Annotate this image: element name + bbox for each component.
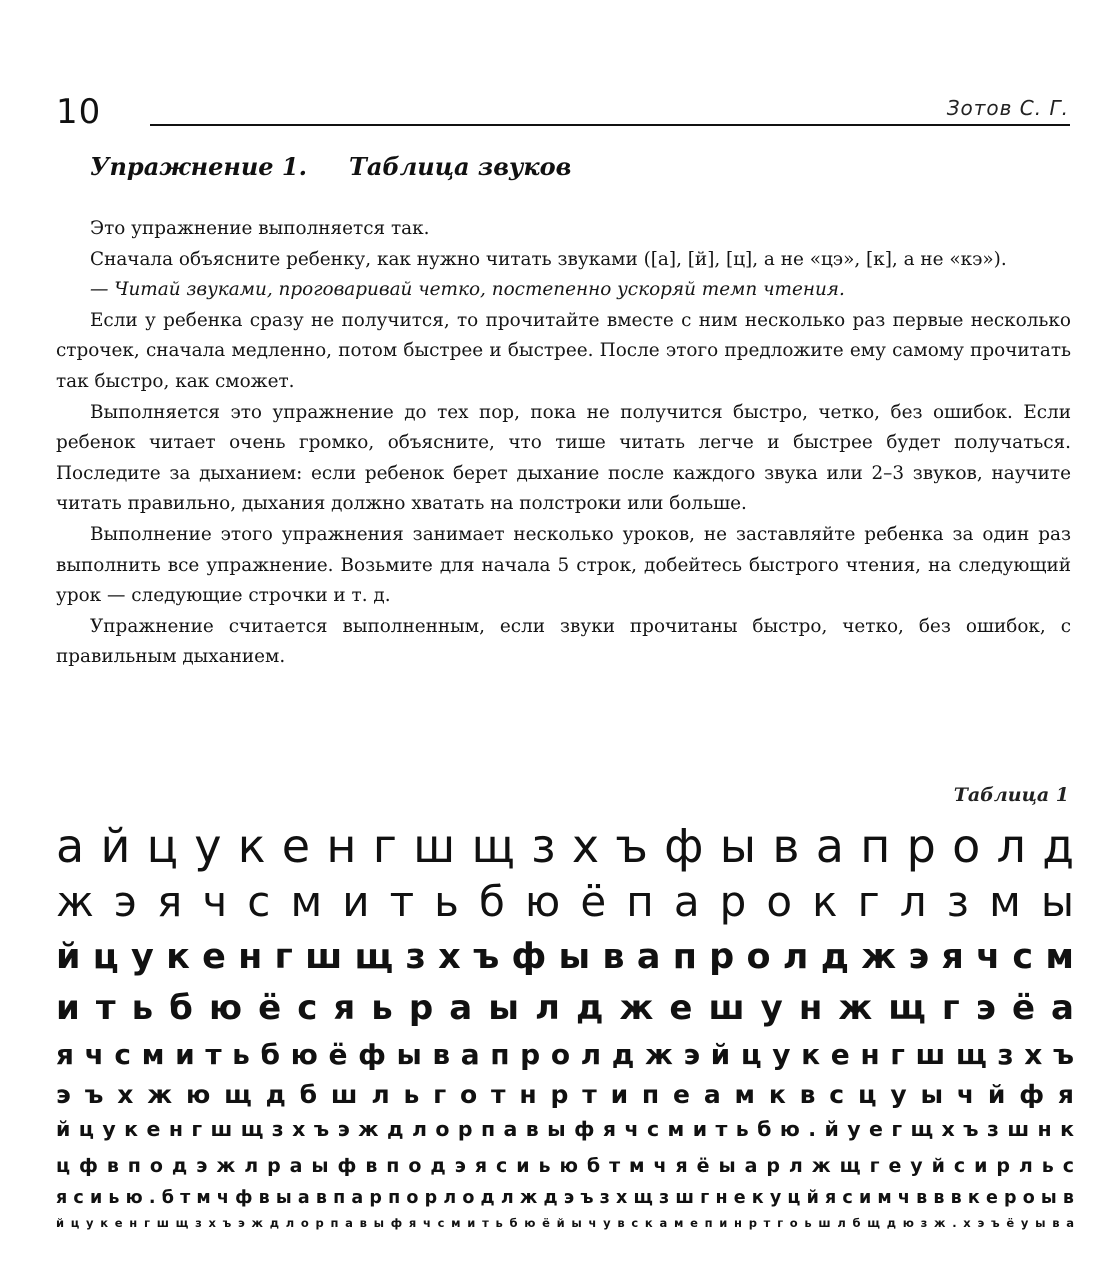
page-number: 10 <box>56 92 102 132</box>
exercise-label: Упражнение 1. <box>90 152 307 181</box>
paragraph-intro: Это упражнение выполняется так. <box>90 218 430 239</box>
sound-row-8: ц ф в п о д э ж л р а ы ф в п о д э я с и ь ю б т м ч я ё ы а р л ж щ г е у й с и р л ь с <box>56 1155 1074 1177</box>
running-header-author: Зотов С. Г. <box>946 96 1069 120</box>
paragraph-read-together: Если у ребенка сразу не получится, то прочитайте вместе с ним несколько раз первые несколько строчек, сначала медленно, потом быстрее и быстрее. После этого предложите ему самому прочитать так быстро, как сможет. <box>56 309 1071 392</box>
sound-row-6: э ъ х ж ю щ д б ш л ь г о т н р т и п е а м к в с ц у ы ч й ф я <box>56 1080 1074 1109</box>
sound-row-5: я ч с м и т ь б ю ё ф ы в а п р о л д ж э й ц у к е н г ш щ з х ъ <box>56 1038 1074 1071</box>
sound-row-10: й ц у к е н г ш щ з х ъ э ж д л о р п а в ы ф я ч с м и т ь б ю ё й ы ч у в с к а м е п и н р т г о ь ш л б щ д ю з ж . х э ъ ё у ы в а <box>56 1216 1074 1230</box>
paragraph-explain-sounds: Сначала объясните ребенку, как нужно читать звуками ([а], [й], [ц], а не «цэ», [к], а не «кэ»). <box>90 248 1007 270</box>
instructions-text <box>56 214 1071 673</box>
sound-row-3: й ц у к е н г ш щ з х ъ ф ы в а п р о л д ж э я ч с м <box>56 937 1074 977</box>
paragraph-instruction-quote: — Читай звуками, проговаривай четко, постепенно ускоряй темп чтения. <box>90 279 845 301</box>
exercise-heading <box>90 152 571 181</box>
sound-row-7: й ц у к е н г ш щ з х ъ э ж д л о р п а в ы ф я ч с м и т ь б ю . й у е г щ х ъ з ш н к <box>56 1117 1074 1141</box>
sound-row-4: и т ь б ю ё с я ь р а ы л д ж е ш у н ж щ г э ё а <box>56 988 1074 1028</box>
sound-row-9: я с и ь ю . б т м ч ф в ы а в п а р п о р л о д л ж д э ъ з х щ з ш г н е к у ц й я с и м ч в в в к е р о ы в <box>56 1188 1074 1208</box>
sound-row-2: ж э я ч с м и т ь б ю ё п а р о к г л з м ы <box>56 877 1074 926</box>
table-label: Таблица 1 <box>953 784 1069 806</box>
paragraph-completion: Упражнение считается выполненным, если звуки прочитаны быстро, четко, без ошибок, с правильным дыханием. <box>56 615 1071 668</box>
exercise-title: Таблица звуков <box>348 152 572 181</box>
paragraph-breathing: Выполняется это упражнение до тех пор, пока не получится быстро, четко, без ошибок. Если ребенок читает очень громко, объясните, что тише читать легче и быстрее будет получаться. Последите за дыханием: если ребенок берет дыхание после каждого звука или 2–3 звуков, научите читать правильно, дыхания должно хватать на полстроки или больше. <box>56 401 1071 515</box>
sound-row-1: а й ц у к е н г ш щ з х ъ ф ы в а п р о л д <box>56 819 1074 873</box>
paragraph-lessons: Выполнение этого упражнения занимает несколько уроков, не заставляйте ребенка за один раз выполнить все упражнение. Возьмите для начала 5 строк, добейтесь быстрого чтения, на следующий урок — следующие строчки и т. д. <box>56 523 1071 607</box>
header-rule <box>150 124 1070 126</box>
